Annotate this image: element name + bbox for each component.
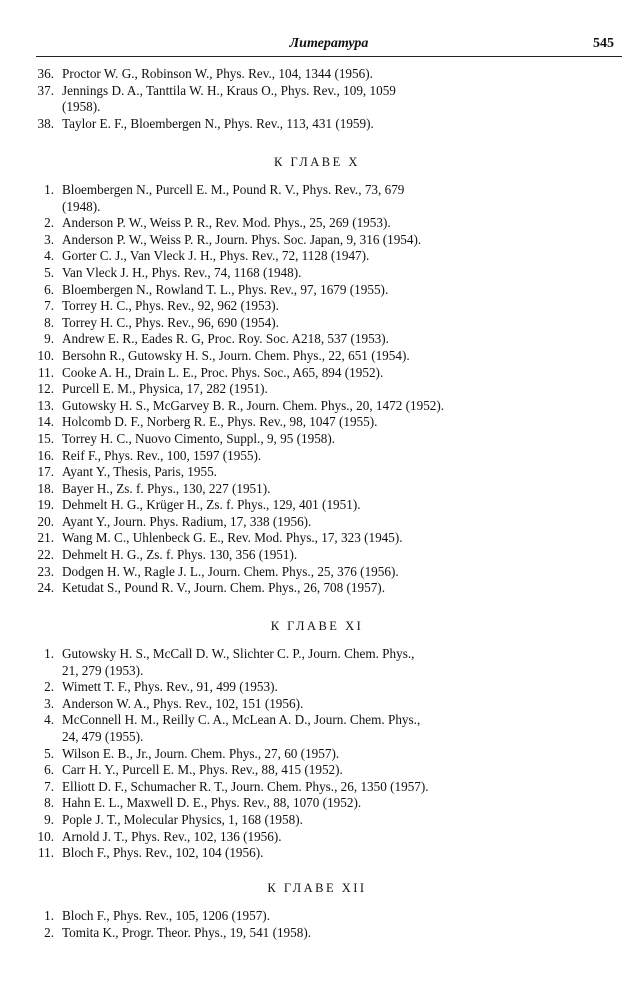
section-heading-xii: К ГЛАВЕ XII bbox=[267, 881, 367, 895]
reference-text: Anderson W. A., Phys. Rev., 102, 151 (1956). bbox=[62, 695, 304, 711]
reference-entry bbox=[0, 679, 634, 696]
reference-number: 6. bbox=[44, 281, 54, 297]
reference-text: Dodgen H. W., Ragle J. L., Journ. Chem. Phys., 25, 376 (1956). bbox=[62, 563, 399, 579]
reference-number: 4. bbox=[44, 248, 54, 264]
reference-entry bbox=[0, 414, 634, 431]
reference-entry bbox=[0, 215, 634, 232]
reference-text: Wilson E. B., Jr., Journ. Chem. Phys., 27, 60 (1957). bbox=[62, 745, 340, 761]
reference-text: Van Vleck J. H., Phys. Rev., 74, 1168 (1948). bbox=[62, 264, 302, 280]
reference-entry bbox=[0, 348, 634, 365]
reference-entry bbox=[0, 746, 634, 763]
reference-entry bbox=[0, 646, 634, 679]
reference-text: Gutowsky H. S., McCall D. W., Slichter C. P., Journ. Chem. Phys., 21, 279 (1953). bbox=[62, 646, 415, 678]
reference-text: Wimett T. F., Phys. Rev., 91, 499 (1953). bbox=[62, 679, 278, 695]
reference-number: 10. bbox=[37, 828, 54, 844]
reference-entry bbox=[0, 381, 634, 398]
reference-list-x bbox=[0, 182, 634, 597]
reference-text: Cooke A. H., Drain L. E., Proc. Phys. Soc., A65, 894 (1952). bbox=[62, 364, 384, 380]
reference-entry bbox=[0, 779, 634, 796]
reference-entry bbox=[0, 514, 634, 531]
reference-entry bbox=[0, 315, 634, 332]
reference-text: Bloch F., Phys. Rev., 102, 104 (1956). bbox=[62, 845, 264, 861]
reference-text: Torrey H. C., Phys. Rev., 96, 690 (1954). bbox=[62, 314, 279, 330]
reference-number: 9. bbox=[44, 331, 54, 347]
reference-entry bbox=[0, 464, 634, 481]
reference-number: 21. bbox=[37, 530, 54, 546]
reference-text: Gutowsky H. S., McGarvey B. R., Journ. Chem. Phys., 20, 1472 (1952). bbox=[62, 397, 445, 413]
section-heading-x: К ГЛАВЕ X bbox=[274, 155, 360, 169]
reference-list-xii bbox=[0, 908, 634, 941]
reference-text: Andrew E. R., Eades R. G, Proc. Roy. Soc. A218, 537 (1953). bbox=[62, 331, 389, 347]
reference-text: Bloembergen N., Purcell E. M., Pound R. V., Phys. Rev., 73, 679 (1948). bbox=[62, 182, 405, 214]
section-xi bbox=[0, 618, 634, 862]
reference-entry bbox=[0, 712, 634, 745]
reference-number: 11. bbox=[38, 364, 54, 380]
reference-number: 6. bbox=[44, 762, 54, 778]
reference-number: 5. bbox=[44, 264, 54, 280]
reference-number: 13. bbox=[37, 397, 54, 413]
reference-number: 37. bbox=[37, 82, 54, 98]
reference-entry bbox=[0, 331, 634, 348]
reference-number: 38. bbox=[37, 115, 54, 131]
reference-entry bbox=[0, 116, 634, 133]
reference-entry bbox=[0, 448, 634, 465]
reference-entry bbox=[0, 298, 634, 315]
reference-entry bbox=[0, 83, 634, 116]
reference-entry bbox=[0, 547, 634, 564]
reference-text: Hahn E. L., Maxwell D. E., Phys. Rev., 88, 1070 (1952). bbox=[62, 795, 362, 811]
reference-number: 11. bbox=[38, 845, 54, 861]
reference-text: Ketudat S., Pound R. V., Journ. Chem. Phys., 26, 708 (1957). bbox=[62, 580, 385, 596]
reference-number: 7. bbox=[44, 298, 54, 314]
reference-text: Torrey H. C., Phys. Rev., 92, 962 (1953). bbox=[62, 298, 279, 314]
reference-entry bbox=[0, 248, 634, 265]
reference-number: 36. bbox=[37, 66, 54, 81]
reference-number: 22. bbox=[37, 547, 54, 563]
reference-number: 10. bbox=[37, 347, 54, 363]
reference-entry bbox=[0, 182, 634, 215]
reference-number: 4. bbox=[44, 712, 54, 728]
reference-text: Proctor W. G., Robinson W., Phys. Rev., 104, 1344 (1956). bbox=[62, 66, 373, 81]
reference-number: 7. bbox=[44, 778, 54, 794]
reference-number: 14. bbox=[37, 414, 54, 430]
reference-entry bbox=[0, 762, 634, 779]
reference-text: Ayant Y., Thesis, Paris, 1955. bbox=[62, 464, 217, 480]
reference-list-top bbox=[0, 66, 634, 132]
reference-text: Reif F., Phys. Rev., 100, 1597 (1955). bbox=[62, 447, 262, 463]
reference-number: 19. bbox=[37, 497, 54, 513]
reference-text: Jennings D. A., Tanttila W. H., Kraus O., Phys. Rev., 109, 1059 (1958). bbox=[62, 82, 396, 115]
reference-number: 17. bbox=[37, 464, 54, 480]
reference-number: 3. bbox=[44, 695, 54, 711]
reference-number: 1. bbox=[44, 908, 54, 923]
reference-text: Taylor E. F., Bloembergen N., Phys. Rev., 113, 431 (1959). bbox=[62, 115, 374, 131]
reference-text: Torrey H. C., Nuovo Cimento, Suppl., 9, 95 (1958). bbox=[62, 430, 336, 446]
reference-entry bbox=[0, 908, 634, 925]
reference-text: Tomita K., Progr. Theor. Phys., 19, 541 (1958). bbox=[62, 924, 312, 940]
running-header bbox=[36, 34, 622, 57]
reference-entry bbox=[0, 398, 634, 415]
reference-text: Pople J. T., Molecular Physics, 1, 168 (1958). bbox=[62, 811, 303, 827]
reference-text: McConnell H. M., Reilly C. A., McLean A. D., Journ. Chem. Phys., 24, 479 (1955). bbox=[62, 712, 421, 744]
reference-text: Anderson P. W., Weiss P. R., Rev. Mod. Phys., 25, 269 (1953). bbox=[62, 215, 391, 231]
reference-entry bbox=[0, 564, 634, 581]
reference-number: 24. bbox=[37, 580, 54, 596]
reference-entry bbox=[0, 232, 634, 249]
reference-text: Wang M. C., Uhlenbeck G. E., Rev. Mod. Phys., 17, 323 (1945). bbox=[62, 530, 403, 546]
reference-entry bbox=[0, 925, 634, 942]
section-x bbox=[0, 154, 634, 597]
reference-entry bbox=[0, 265, 634, 282]
running-title: Литература bbox=[289, 36, 369, 51]
page-number: 545 bbox=[593, 36, 614, 51]
reference-text: Bloch F., Phys. Rev., 105, 1206 (1957). bbox=[62, 908, 270, 923]
reference-number: 16. bbox=[37, 447, 54, 463]
reference-text: Dehmelt H. G., Zs. f. Phys. 130, 356 (1951). bbox=[62, 547, 298, 563]
reference-text: Arnold J. T., Phys. Rev., 102, 136 (1956). bbox=[62, 828, 282, 844]
reference-number: 18. bbox=[37, 480, 54, 496]
reference-text: Holcomb D. F., Norberg R. E., Phys. Rev., 98, 1047 (1955). bbox=[62, 414, 378, 430]
reference-entry bbox=[0, 481, 634, 498]
reference-entry bbox=[0, 795, 634, 812]
reference-number: 15. bbox=[37, 430, 54, 446]
reference-text: Bayer H., Zs. f. Phys., 130, 227 (1951). bbox=[62, 480, 271, 496]
reference-text: Dehmelt H. G., Krüger H., Zs. f. Phys., 129, 401 (1951). bbox=[62, 497, 361, 513]
reference-entry bbox=[0, 696, 634, 713]
reference-text: Ayant Y., Journ. Phys. Radium, 17, 338 (1956). bbox=[62, 513, 312, 529]
reference-text: Carr H. Y., Purcell E. M., Phys. Rev., 88, 415 (1952). bbox=[62, 762, 343, 778]
reference-number: 20. bbox=[37, 513, 54, 529]
reference-entry bbox=[0, 580, 634, 597]
reference-entry bbox=[0, 530, 634, 547]
reference-entry bbox=[0, 365, 634, 382]
reference-number: 2. bbox=[44, 215, 54, 231]
reference-number: 8. bbox=[44, 795, 54, 811]
reference-number: 8. bbox=[44, 314, 54, 330]
reference-entry bbox=[0, 812, 634, 829]
reference-number: 23. bbox=[37, 563, 54, 579]
reference-number: 12. bbox=[37, 381, 54, 397]
reference-text: Bloembergen N., Rowland T. L., Phys. Rev., 97, 1679 (1955). bbox=[62, 281, 389, 297]
section-xii bbox=[0, 880, 634, 941]
reference-number: 1. bbox=[44, 182, 54, 197]
reference-entry bbox=[0, 66, 634, 83]
reference-text: Purcell E. M., Physica, 17, 282 (1951). bbox=[62, 381, 268, 397]
reference-entry bbox=[0, 431, 634, 448]
reference-text: Bersohn R., Gutowsky H. S., Journ. Chem. Phys., 22, 651 (1954). bbox=[62, 347, 410, 363]
reference-number: 5. bbox=[44, 745, 54, 761]
reference-text: Elliott D. F., Schumacher R. T., Journ. Chem. Phys., 26, 1350 (1957). bbox=[62, 778, 429, 794]
reference-number: 9. bbox=[44, 811, 54, 827]
reference-number: 2. bbox=[44, 924, 54, 940]
reference-text: Anderson P. W., Weiss P. R., Journ. Phys. Soc. Japan, 9, 316 (1954). bbox=[62, 231, 422, 247]
reference-number: 1. bbox=[44, 646, 54, 661]
reference-list-xi bbox=[0, 646, 634, 862]
reference-text: Gorter C. J., Van Vleck J. H., Phys. Rev., 72, 1128 (1947). bbox=[62, 248, 370, 264]
reference-number: 2. bbox=[44, 679, 54, 695]
reference-number: 3. bbox=[44, 231, 54, 247]
reference-entry bbox=[0, 829, 634, 846]
reference-entry bbox=[0, 497, 634, 514]
section-heading-xi: К ГЛАВЕ XI bbox=[270, 619, 364, 633]
reference-entry bbox=[0, 845, 634, 862]
reference-entry bbox=[0, 282, 634, 299]
